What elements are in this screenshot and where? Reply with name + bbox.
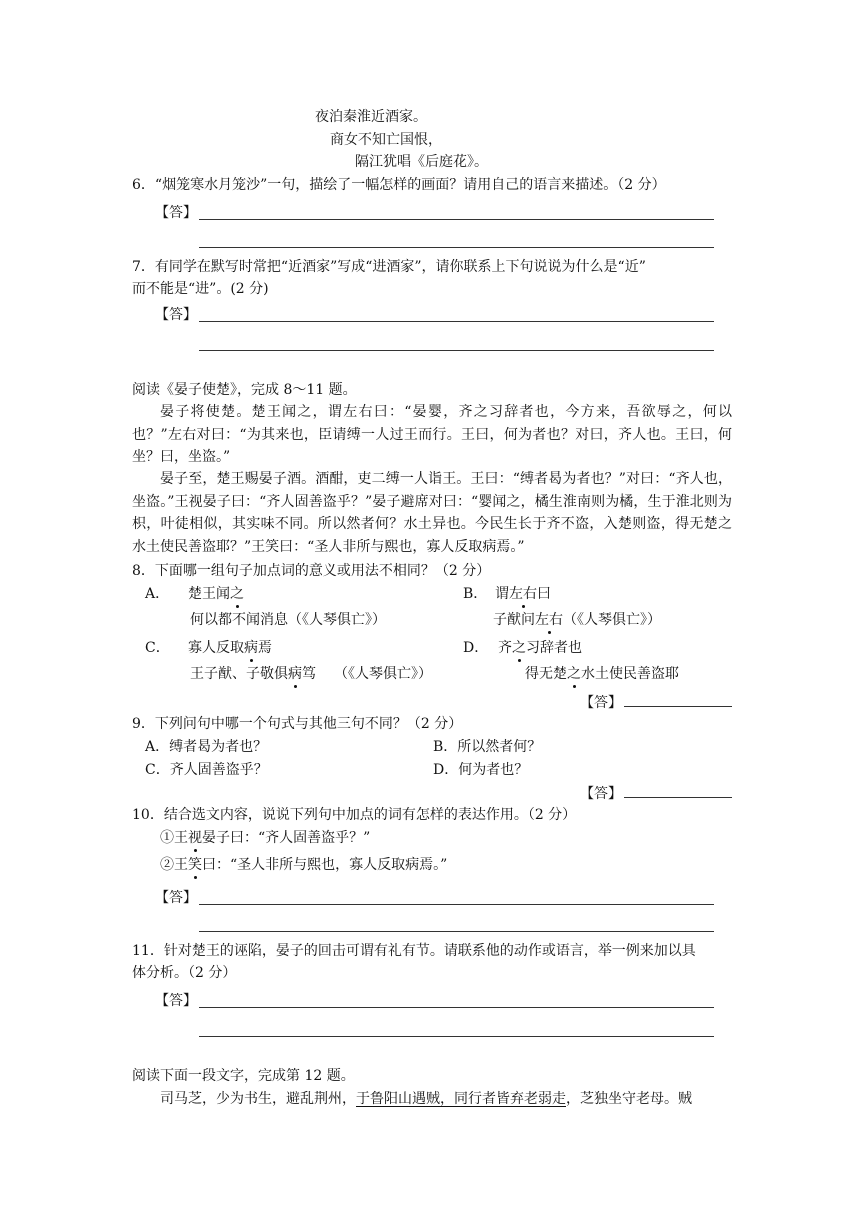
question-7-line-1: 7．有同学在默写时常把“近酒家”写成“进酒家”，请你联系上下句说说为什么是“近”	[132, 259, 646, 275]
answer-line-q10-1	[199, 904, 714, 905]
question-10-sentence-1: ①王视晏子曰：“齐人固善盗乎？”	[160, 830, 371, 846]
question-10: 10．结合选文内容，说说下列句中加点的词有怎样的表达作用。（2 分）	[132, 807, 577, 823]
poem-line-2: 商女不知亡国恨，	[330, 132, 442, 148]
answer-line-q7-1	[199, 321, 714, 322]
option-c-sentence-2: 王子猷、子敬俱病笃 （《人琴俱亡》）	[190, 666, 432, 682]
answer-label-q6: 【答】	[155, 205, 197, 221]
option-a-sentence-2: 何以都不闻消息（《人琴俱亡》）	[190, 612, 386, 628]
option-d-sentence-2: 得无楚之水土使民善盗耶	[525, 666, 679, 682]
reading-intro-1: 阅读《晏子使楚》，完成 8～11 题。	[132, 382, 357, 398]
question-10-sentence-2: ②王笑曰：“圣人非所与熙也，寡人反取病焉。”	[160, 857, 448, 873]
option-b-label: B．	[463, 586, 488, 602]
option-c-sentence-1: 寡人反取病焉	[188, 640, 272, 656]
answer-line-q11-1	[199, 1007, 714, 1008]
answer-line-q7-2	[199, 350, 714, 351]
poem-line-1: 夜泊秦淮近酒家。	[315, 109, 427, 125]
reading-intro-2: 阅读下面一段文字，完成第 12 题。	[132, 1068, 355, 1084]
question-11-line-2: 体分析。（2 分）	[132, 965, 237, 981]
option-9-b: B．所以然者何？	[433, 739, 542, 755]
option-9-d: D．何为者也？	[433, 762, 529, 778]
answer-blank-q9: 【答】	[580, 783, 732, 804]
question-11-line-1: 11．针对楚王的诬陷，晏子的回击可谓有礼有节。请联系他的动作或语言，举一例来加以具	[132, 943, 696, 959]
question-6: 6．“烟笼寒水月笼沙”一句，描绘了一幅怎样的画面？请用自己的语言来描述。（2 分）	[132, 177, 666, 193]
option-a-label: A．	[145, 586, 170, 602]
option-d-label: D．	[463, 640, 489, 656]
answer-line-q6-1	[199, 219, 714, 220]
answer-line-q11-2	[199, 1036, 714, 1037]
answer-label-q11: 【答】	[155, 993, 197, 1009]
option-c-label: C．	[145, 640, 170, 656]
option-9-c: C．齐人固善盗乎？	[145, 762, 268, 778]
answer-line-q10-2	[199, 931, 714, 932]
passage-paragraph-2: 晏子至，楚王赐晏子酒。酒酣，吏二缚一人诣王。王曰：“缚者曷为者也？”对曰：“齐人也，坐盗。”王视晏子曰：“齐人固善盗乎？”晏子避席对曰：“婴闻之，橘生淮南则为橘，生于淮北则为枳，叶徒相似，其实味不同。所以然者何？水土异也。今民生长于齐不盗，入楚则盗，得无楚之水土使民善盗耶？”王笑曰：“圣人非所与熙也，寡人反取病焉。”	[132, 471, 732, 555]
question-9: 9．下列问句中哪一个句式与其他三句不同？（2 分）	[132, 716, 463, 732]
option-9-a: A．缚者曷为者也？	[145, 739, 268, 755]
answer-label-q7: 【答】	[155, 307, 197, 323]
question-8: 8．下面哪一组句子加点词的意义或用法不相同？（2 分）	[132, 563, 491, 579]
poem-line-3: 隔江犹唱《后庭花》。	[355, 154, 488, 170]
question-7-line-2: 而不能是“进”。(2 分)	[132, 281, 269, 297]
answer-blank-q8: 【答】	[580, 692, 732, 713]
option-b-sentence-1: 谓左右曰	[495, 586, 551, 602]
passage-2-paragraph: 司马芝，少为书生，避乱荆州，于鲁阳山遇贼，同行者皆弃老弱走，芝独坐守老母。贼	[160, 1091, 692, 1107]
answer-line-q6-2	[199, 247, 714, 248]
passage-paragraph-1: 晏子将使楚。楚王闻之，谓左右曰：“晏婴，齐之习辞者也，今方来，吾欲辱之，何以也？”左右对曰：“为其来也，臣请缚一人过王而行。王曰，何为者也？对曰，齐人也。王曰，何坐？曰，坐盗。”	[132, 404, 732, 465]
option-a-sentence-1: 楚王闻之	[188, 586, 244, 602]
answer-label-q10: 【答】	[155, 890, 197, 906]
option-b-sentence-2: 子猷问左右（《人琴俱亡》）	[493, 612, 661, 628]
option-d-sentence-1: 齐之习辞者也	[498, 640, 582, 656]
